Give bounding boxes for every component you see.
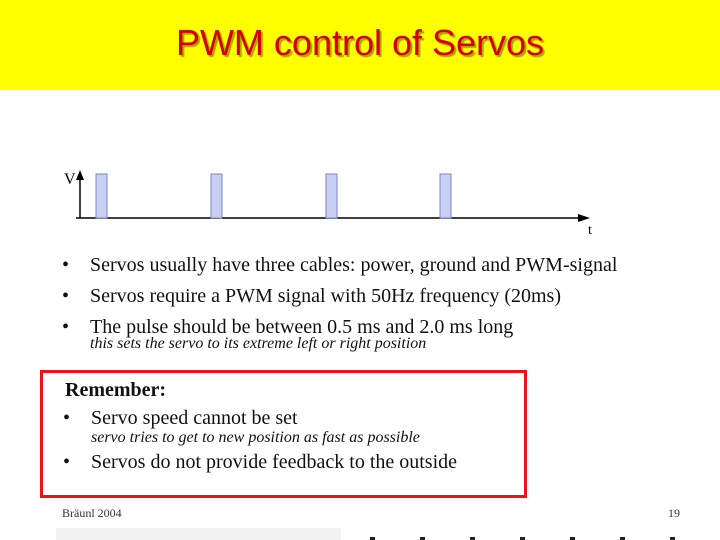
- remember-list: [63, 407, 523, 475]
- remember-item: [63, 407, 523, 431]
- page-number: 19: [668, 506, 680, 520]
- bullet-dot: •: [63, 407, 71, 429]
- bullet-item: [62, 316, 712, 347]
- bullet-note: this sets the servo to its extreme left or right position: [90, 335, 427, 352]
- bullet-dot: •: [62, 285, 70, 307]
- remember-text: Servos do not provide feedback to the outside: [91, 451, 458, 473]
- bullet-item: [62, 285, 712, 316]
- remember-item: [63, 451, 523, 475]
- x-axis-arrow: [578, 214, 590, 222]
- pwm-diagram: [56, 164, 616, 240]
- remember-box: [40, 370, 527, 498]
- remember-text: Servo speed cannot be set: [91, 407, 298, 429]
- pwm-pulse: [326, 174, 337, 218]
- pwm-pulse: [440, 174, 451, 218]
- bullet-text: Servos usually have three cables: power, ground and PWM-signal: [90, 254, 618, 276]
- bullet-text: Servos require a PWM signal with 50Hz frequency (20ms): [90, 285, 561, 307]
- x-axis-label: t: [588, 223, 592, 238]
- pwm-pulse: [211, 174, 222, 218]
- bullet-list: [62, 254, 712, 355]
- bullet-item: [62, 254, 712, 285]
- pwm-pulse: [96, 174, 107, 218]
- y-axis-label: V: [64, 171, 76, 188]
- bullet-dot: •: [62, 254, 70, 276]
- bullet-text: The pulse should be between 0.5 ms and 2.0 ms long: [90, 316, 514, 338]
- slide-title: PWM control of Servos: [175, 22, 545, 63]
- remember-title: Remember:: [65, 379, 167, 401]
- bullet-dot: •: [62, 316, 70, 338]
- footer-author: Bräunl 2004: [62, 506, 122, 520]
- y-axis-arrow: [76, 170, 84, 180]
- remember-note: servo tries to get to new position as fast as possible: [91, 429, 420, 446]
- bottom-strip: [56, 528, 341, 540]
- bullet-dot: •: [63, 451, 71, 473]
